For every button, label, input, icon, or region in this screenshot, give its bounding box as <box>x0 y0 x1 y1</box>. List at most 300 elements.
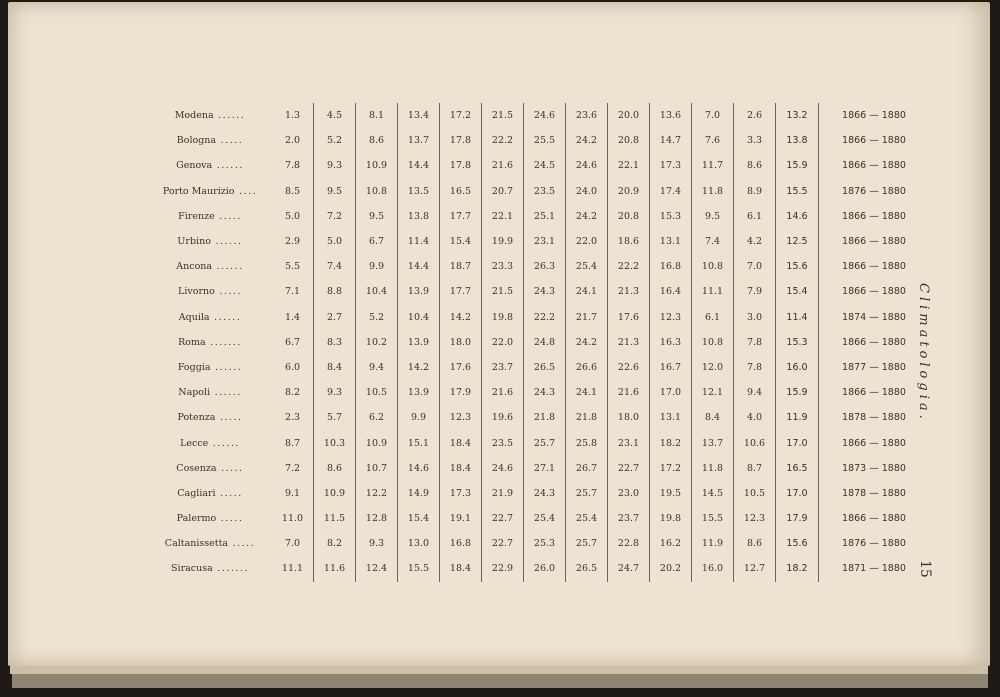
month-value-5: 17.9 <box>440 380 482 405</box>
observation-period: 1878 — 1880 <box>842 412 906 424</box>
month-value-12: 12.3 <box>734 506 776 531</box>
observation-period: 1866 — 1880 <box>842 336 906 348</box>
city-cell <box>148 506 272 531</box>
month-value-6: 19.6 <box>482 405 524 430</box>
month-value-11: 9.5 <box>692 204 734 229</box>
month-value-10: 13.1 <box>650 405 692 430</box>
month-value-9: 23.1 <box>608 430 650 455</box>
month-value-2: 9.3 <box>314 380 356 405</box>
table-row <box>148 380 929 405</box>
city-cell <box>148 355 272 380</box>
month-value-2: 4.5 <box>314 103 356 128</box>
month-value-3: 10.8 <box>356 179 398 204</box>
month-value-7: 25.7 <box>524 430 566 455</box>
city-name: Aquila <box>178 311 210 323</box>
month-value-6: 21.6 <box>482 380 524 405</box>
month-value-3: 6.7 <box>356 229 398 254</box>
month-value-7: 24.3 <box>524 481 566 506</box>
month-value-8: 25.4 <box>566 254 608 279</box>
month-value-8: 21.7 <box>566 305 608 330</box>
month-value-11: 8.4 <box>692 405 734 430</box>
city-cell <box>148 456 272 481</box>
month-value-11: 11.7 <box>692 153 734 178</box>
month-value-9: 22.6 <box>608 355 650 380</box>
month-value-11: 11.1 <box>692 279 734 304</box>
month-value-12: 7.8 <box>734 330 776 355</box>
month-value-9: 22.2 <box>608 254 650 279</box>
city-cell <box>148 229 272 254</box>
month-value-12: 8.6 <box>734 153 776 178</box>
leader-dots: ....... <box>205 336 242 348</box>
month-value-12: 4.0 <box>734 405 776 430</box>
month-value-11: 13.7 <box>692 430 734 455</box>
month-value-7: 22.2 <box>524 305 566 330</box>
leader-dots: ..... <box>216 513 244 525</box>
month-value-7: 26.5 <box>524 355 566 380</box>
observation-period: 1866 — 1880 <box>842 210 906 222</box>
month-value-6: 22.2 <box>482 128 524 153</box>
city-name: Lecce <box>180 437 209 449</box>
city-cell <box>148 153 272 178</box>
month-value-3: 8.6 <box>356 128 398 153</box>
month-value-11: 10.8 <box>692 330 734 355</box>
observation-period: 1866 — 1880 <box>842 286 906 298</box>
annual-mean: 17.9 <box>776 506 819 531</box>
leader-dots: ...... <box>212 261 244 273</box>
month-value-3: 9.5 <box>356 204 398 229</box>
month-value-1: 1.4 <box>284 311 301 323</box>
month-value-6: 22.0 <box>482 330 524 355</box>
month-value-12: 8.7 <box>734 456 776 481</box>
city-name: Bologna <box>176 135 217 147</box>
month-value-11: 12.0 <box>692 355 734 380</box>
month-value-11: 7.0 <box>692 103 734 128</box>
month-value-11: 12.1 <box>692 380 734 405</box>
table-row <box>148 506 929 531</box>
month-value-2: 7.2 <box>314 204 356 229</box>
month-value-10: 13.6 <box>650 103 692 128</box>
city-cell <box>148 279 272 304</box>
month-value-1: 7.8 <box>284 160 301 172</box>
month-value-8: 26.5 <box>566 556 608 581</box>
month-value-2: 5.2 <box>314 128 356 153</box>
month-value-8: 21.8 <box>566 405 608 430</box>
annual-mean: 15.9 <box>776 153 819 178</box>
month-value-6: 19.9 <box>482 229 524 254</box>
month-value-9: 21.3 <box>608 279 650 304</box>
month-value-8: 26.6 <box>566 355 608 380</box>
month-value-7: 25.5 <box>524 128 566 153</box>
page-edge <box>10 666 988 674</box>
month-value-3: 5.2 <box>356 305 398 330</box>
observation-period: 1866 — 1880 <box>842 110 906 122</box>
observation-period: 1866 — 1880 <box>842 135 906 147</box>
annual-mean: 15.5 <box>776 179 819 204</box>
month-value-6: 21.6 <box>482 153 524 178</box>
month-value-8: 26.7 <box>566 456 608 481</box>
month-value-2: 5.0 <box>314 229 356 254</box>
month-value-7: 24.6 <box>524 103 566 128</box>
month-value-8: 24.0 <box>566 179 608 204</box>
month-value-4: 13.9 <box>398 279 440 304</box>
month-value-7: 24.3 <box>524 279 566 304</box>
leader-dots: ....... <box>212 563 249 575</box>
month-value-2: 5.7 <box>314 405 356 430</box>
month-value-2: 9.5 <box>314 179 356 204</box>
table-row <box>148 103 929 128</box>
month-value-8: 24.2 <box>566 204 608 229</box>
month-value-10: 17.4 <box>650 179 692 204</box>
city-name: Cosenza <box>176 462 217 474</box>
leader-dots: ...... <box>213 110 246 122</box>
month-value-4: 14.2 <box>398 355 440 380</box>
month-value-12: 6.1 <box>734 204 776 229</box>
annual-mean: 16.5 <box>776 456 819 481</box>
month-value-4: 13.4 <box>398 103 440 128</box>
table-row <box>148 153 929 178</box>
month-value-12: 10.5 <box>734 481 776 506</box>
month-value-11: 6.1 <box>692 305 734 330</box>
leader-dots: ...... <box>210 387 242 399</box>
month-value-3: 10.4 <box>356 279 398 304</box>
month-value-3: 10.5 <box>356 380 398 405</box>
month-value-10: 15.3 <box>650 204 692 229</box>
month-value-2: 8.3 <box>314 330 356 355</box>
month-value-9: 23.0 <box>608 481 650 506</box>
month-value-9: 24.7 <box>608 556 650 581</box>
leader-dots: ..... <box>215 412 243 424</box>
table-row <box>148 179 929 204</box>
month-value-4: 14.4 <box>398 153 440 178</box>
month-value-1: 9.1 <box>284 487 301 499</box>
month-value-12: 7.8 <box>734 355 776 380</box>
month-value-7: 23.5 <box>524 179 566 204</box>
month-value-1: 7.2 <box>284 462 301 474</box>
month-value-10: 16.8 <box>650 254 692 279</box>
month-value-5: 17.8 <box>440 128 482 153</box>
month-value-11: 10.8 <box>692 254 734 279</box>
month-value-9: 23.7 <box>608 506 650 531</box>
month-value-6: 21.5 <box>482 279 524 304</box>
month-value-9: 18.6 <box>608 229 650 254</box>
annual-mean: 11.4 <box>776 305 819 330</box>
month-value-7: 25.4 <box>524 506 566 531</box>
leader-dots: ...... <box>208 437 240 449</box>
month-value-6: 24.6 <box>482 456 524 481</box>
month-value-4: 10.4 <box>398 305 440 330</box>
observation-period: 1866 — 1880 <box>842 513 906 525</box>
table-row <box>148 430 929 455</box>
month-value-11: 11.8 <box>692 179 734 204</box>
month-value-8: 24.2 <box>566 128 608 153</box>
table-row <box>148 330 929 355</box>
city-name: Livorno <box>178 286 215 298</box>
month-value-9: 22.1 <box>608 153 650 178</box>
table-row <box>148 405 929 430</box>
month-value-4: 15.1 <box>398 430 440 455</box>
month-value-10: 16.4 <box>650 279 692 304</box>
month-value-1: 11.1 <box>281 563 304 575</box>
month-value-9: 20.9 <box>608 179 650 204</box>
month-value-1: 8.7 <box>284 437 301 449</box>
month-value-6: 20.7 <box>482 179 524 204</box>
city-cell <box>148 430 272 455</box>
month-value-11: 7.4 <box>692 229 734 254</box>
month-value-10: 14.7 <box>650 128 692 153</box>
month-value-8: 24.6 <box>566 153 608 178</box>
table-row <box>148 531 929 556</box>
month-value-6: 22.9 <box>482 556 524 581</box>
annual-mean: 12.5 <box>776 229 819 254</box>
annual-mean: 17.0 <box>776 430 819 455</box>
month-value-10: 20.2 <box>650 556 692 581</box>
month-value-9: 22.8 <box>608 531 650 556</box>
observation-period: 1866 — 1880 <box>842 236 906 248</box>
city-name: Caltanissetta <box>164 538 229 550</box>
month-value-4: 13.7 <box>398 128 440 153</box>
month-value-5: 17.3 <box>440 481 482 506</box>
month-value-3: 10.7 <box>356 456 398 481</box>
city-cell <box>148 531 272 556</box>
month-value-4: 14.4 <box>398 254 440 279</box>
city-name: Urbino <box>177 236 211 248</box>
month-value-6: 19.8 <box>482 305 524 330</box>
month-value-12: 7.9 <box>734 279 776 304</box>
month-value-5: 17.2 <box>440 103 482 128</box>
month-value-8: 23.6 <box>566 103 608 128</box>
month-value-1: 7.1 <box>284 286 301 298</box>
month-value-12: 3.0 <box>734 305 776 330</box>
month-value-12: 9.4 <box>734 380 776 405</box>
annual-mean: 15.4 <box>776 279 819 304</box>
city-name: Cagliari <box>177 487 216 499</box>
leader-dots: ..... <box>228 538 256 550</box>
month-value-4: 11.4 <box>398 229 440 254</box>
month-value-6: 23.7 <box>482 355 524 380</box>
month-value-8: 25.7 <box>566 481 608 506</box>
month-value-3: 10.9 <box>356 153 398 178</box>
month-value-2: 2.7 <box>314 305 356 330</box>
leader-dots: ..... <box>214 210 242 222</box>
month-value-10: 17.0 <box>650 380 692 405</box>
leader-dots: ..... <box>216 135 244 147</box>
month-value-12: 10.6 <box>734 430 776 455</box>
month-value-6: 22.7 <box>482 531 524 556</box>
city-cell <box>148 254 272 279</box>
month-value-9: 20.8 <box>608 204 650 229</box>
city-cell <box>148 380 272 405</box>
city-name: Napoli <box>178 387 211 399</box>
month-value-11: 15.5 <box>692 506 734 531</box>
month-value-11: 14.5 <box>692 481 734 506</box>
month-value-3: 12.4 <box>356 556 398 581</box>
observation-period: 1876 — 1880 <box>842 538 906 550</box>
city-name: Foggia <box>177 361 211 373</box>
month-value-7: 27.1 <box>524 456 566 481</box>
month-value-8: 22.0 <box>566 229 608 254</box>
month-value-7: 26.3 <box>524 254 566 279</box>
city-name: Palermo <box>176 513 217 525</box>
leader-dots: ...... <box>209 311 242 323</box>
month-value-4: 14.6 <box>398 456 440 481</box>
leader-dots: ..... <box>215 487 243 499</box>
city-name: Potenza <box>177 412 216 424</box>
month-value-12: 3.3 <box>734 128 776 153</box>
month-value-1: 11.0 <box>281 513 304 525</box>
month-value-11: 11.9 <box>692 531 734 556</box>
month-value-5: 15.4 <box>440 229 482 254</box>
month-value-12: 2.6 <box>734 103 776 128</box>
annual-mean: 16.0 <box>776 355 819 380</box>
observation-period: 1871 — 1880 <box>842 563 906 575</box>
city-name: Ancona <box>176 261 213 273</box>
month-value-5: 18.4 <box>440 430 482 455</box>
month-value-9: 22.7 <box>608 456 650 481</box>
month-value-8: 24.2 <box>566 330 608 355</box>
month-value-2: 10.9 <box>314 481 356 506</box>
month-value-7: 23.1 <box>524 229 566 254</box>
month-value-2: 8.8 <box>314 279 356 304</box>
month-value-10: 16.7 <box>650 355 692 380</box>
month-value-3: 10.9 <box>356 430 398 455</box>
month-value-6: 22.1 <box>482 204 524 229</box>
month-value-4: 15.4 <box>398 506 440 531</box>
table-row <box>148 229 929 254</box>
month-value-2: 8.2 <box>314 531 356 556</box>
month-value-7: 24.5 <box>524 153 566 178</box>
month-value-12: 12.7 <box>734 556 776 581</box>
month-value-1: 5.5 <box>284 261 301 273</box>
table-row <box>148 204 929 229</box>
city-cell <box>148 204 272 229</box>
annual-mean: 13.8 <box>776 128 819 153</box>
month-value-11: 7.6 <box>692 128 734 153</box>
month-value-10: 17.3 <box>650 153 692 178</box>
city-cell <box>148 179 272 204</box>
leader-dots: ..... <box>216 462 244 474</box>
month-value-5: 17.6 <box>440 355 482 380</box>
annual-mean: 13.2 <box>776 103 819 128</box>
month-value-5: 19.1 <box>440 506 482 531</box>
observation-period: 1866 — 1880 <box>842 160 906 172</box>
table-row <box>148 456 929 481</box>
month-value-4: 13.8 <box>398 204 440 229</box>
month-value-3: 10.2 <box>356 330 398 355</box>
month-value-3: 9.9 <box>356 254 398 279</box>
observation-period: 1866 — 1880 <box>842 437 906 449</box>
month-value-10: 12.3 <box>650 305 692 330</box>
month-value-4: 13.9 <box>398 380 440 405</box>
month-value-5: 14.2 <box>440 305 482 330</box>
month-value-4: 15.5 <box>398 556 440 581</box>
table-row <box>148 305 929 330</box>
month-value-6: 23.5 <box>482 430 524 455</box>
observation-period: 1877 — 1880 <box>842 361 906 373</box>
month-value-5: 17.8 <box>440 153 482 178</box>
month-value-6: 22.7 <box>482 506 524 531</box>
leader-dots: ..... <box>214 286 242 298</box>
city-cell <box>148 481 272 506</box>
month-value-5: 18.4 <box>440 456 482 481</box>
leader-dots: ...... <box>210 361 243 373</box>
table-row <box>148 481 929 506</box>
month-value-1: 8.2 <box>284 387 301 399</box>
observation-period: 1866 — 1880 <box>842 387 906 399</box>
month-value-3: 12.8 <box>356 506 398 531</box>
city-name: Modena <box>174 110 214 122</box>
annual-mean: 15.6 <box>776 254 819 279</box>
month-value-2: 9.3 <box>314 153 356 178</box>
month-value-10: 16.2 <box>650 531 692 556</box>
month-value-4: 13.0 <box>398 531 440 556</box>
month-value-2: 10.3 <box>314 430 356 455</box>
table-row <box>148 556 929 581</box>
month-value-1: 6.0 <box>284 361 301 373</box>
month-value-10: 17.2 <box>650 456 692 481</box>
city-name: Siracusa <box>171 563 213 575</box>
month-value-12: 7.0 <box>734 254 776 279</box>
month-value-5: 16.5 <box>440 179 482 204</box>
month-value-4: 9.9 <box>398 405 440 430</box>
book-cover-edge <box>12 674 988 688</box>
month-value-10: 19.5 <box>650 481 692 506</box>
city-name: Porto Maurizio <box>162 185 235 197</box>
month-value-10: 16.3 <box>650 330 692 355</box>
annual-mean: 15.9 <box>776 380 819 405</box>
city-name: Genova <box>176 160 213 172</box>
month-value-10: 19.8 <box>650 506 692 531</box>
month-value-5: 18.4 <box>440 556 482 581</box>
annual-mean: 18.2 <box>776 556 819 581</box>
table-row <box>148 128 929 153</box>
month-value-9: 18.0 <box>608 405 650 430</box>
month-value-1: 8.5 <box>284 185 301 197</box>
month-value-12: 8.6 <box>734 531 776 556</box>
month-value-3: 6.2 <box>356 405 398 430</box>
month-value-7: 24.3 <box>524 380 566 405</box>
observation-period: 1878 — 1880 <box>842 487 906 499</box>
month-value-9: 21.6 <box>608 380 650 405</box>
month-value-4: 14.9 <box>398 481 440 506</box>
climate-table-body <box>148 103 929 582</box>
month-value-2: 11.6 <box>314 556 356 581</box>
month-value-8: 25.8 <box>566 430 608 455</box>
month-value-10: 18.2 <box>650 430 692 455</box>
month-value-2: 8.6 <box>314 456 356 481</box>
table-row <box>148 254 929 279</box>
month-value-1: 7.0 <box>284 538 301 550</box>
month-value-3: 9.4 <box>356 355 398 380</box>
month-value-10: 13.1 <box>650 229 692 254</box>
month-value-9: 20.8 <box>608 128 650 153</box>
month-value-12: 8.9 <box>734 179 776 204</box>
table-row <box>148 355 929 380</box>
month-value-3: 8.1 <box>356 103 398 128</box>
month-value-9: 17.6 <box>608 305 650 330</box>
annual-mean: 17.0 <box>776 481 819 506</box>
month-value-5: 18.7 <box>440 254 482 279</box>
month-value-8: 25.7 <box>566 531 608 556</box>
annual-mean: 15.3 <box>776 330 819 355</box>
observation-period: 1876 — 1880 <box>842 185 906 197</box>
month-value-9: 21.3 <box>608 330 650 355</box>
month-value-4: 13.5 <box>398 179 440 204</box>
annual-mean: 11.9 <box>776 405 819 430</box>
sidebar-title: Climatologia. <box>916 283 931 423</box>
month-value-6: 23.3 <box>482 254 524 279</box>
month-value-9: 20.0 <box>608 103 650 128</box>
leader-dots: .... <box>234 185 258 197</box>
